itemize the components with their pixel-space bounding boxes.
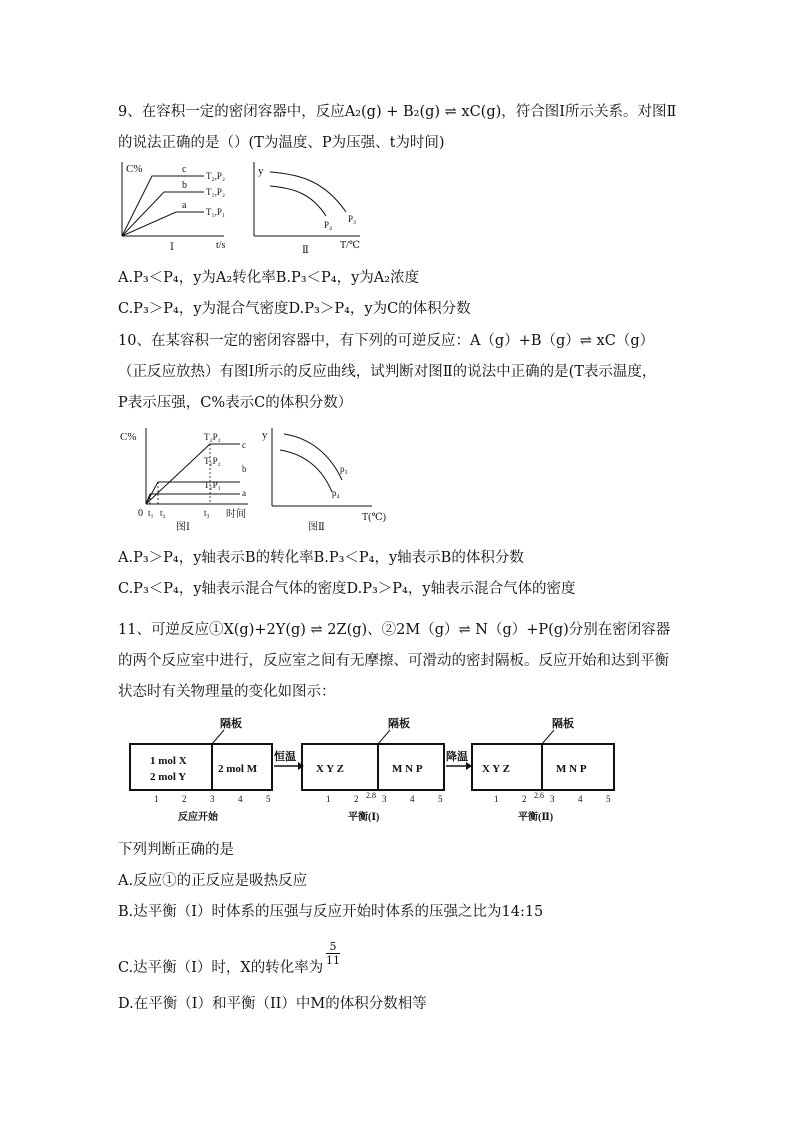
q11-box3-mnp: M N P <box>556 763 587 775</box>
q11-stem-line3: 状态时有关物理量的变化如图示： <box>118 684 336 700</box>
q9-curve-a-label: a <box>182 200 187 211</box>
q11-reaction-diagram <box>120 710 640 828</box>
q9-option-c: C.P₃＞P₄，y为混合气密度 <box>118 301 289 317</box>
q9-fig1-caption: Ⅰ <box>170 242 174 252</box>
q11-b3-tick-1: 1 <box>494 794 499 804</box>
q10-curve-a-cond: T₁P₁ <box>204 480 221 490</box>
q11-b1-tick-3: 3 <box>210 794 215 804</box>
q10-fig1-xlabel: 时间 <box>226 509 246 520</box>
q10-tick-t2: t₂ <box>160 508 166 518</box>
q11-b2-tick-4: 4 <box>410 794 415 804</box>
q9-option-d: D.P₃＞P₄，y为C的体积分数 <box>288 301 471 317</box>
q11-partition-label-2: 隔板 <box>388 718 410 730</box>
q10-fig2-xlabel: T(℃) <box>362 512 386 523</box>
q9-curve-a <box>122 212 204 236</box>
q11-caption-start: 反应开始 <box>178 812 218 823</box>
q11-caption-eq1: 平衡(Ⅰ) <box>348 812 380 823</box>
q9-figure-2 <box>248 160 368 255</box>
q11-partition-label-3: 隔板 <box>552 718 574 730</box>
q10-curve-p4 <box>280 450 332 492</box>
q9-curve-c <box>122 176 204 236</box>
q11-arrow-2-label: 降温 <box>446 751 468 763</box>
q11-box3-xyz: X Y Z <box>482 763 510 775</box>
q10-fig1-ylabel: C% <box>120 431 137 443</box>
q9-figure-1 <box>112 160 232 252</box>
q11-b1-tick-2: 2 <box>182 794 187 804</box>
q11-stem-line2: 的两个反应室中进行，反应室之间有无摩擦、可滑动的密封隔板。反应开始和达到平衡 <box>118 653 669 669</box>
q9-fig2-xlabel: T/℃ <box>340 240 361 251</box>
q11-option-d: D.在平衡（I）和平衡（II）中M的体积分数相等 <box>118 996 427 1012</box>
q11-b2-mark: 2.8 <box>366 791 376 800</box>
q10-fig1-caption: 图Ⅰ <box>176 522 190 533</box>
q11-b3-tick-5: 5 <box>606 794 611 804</box>
q10-curve-b-label: b <box>242 464 247 474</box>
q10-options-row2 <box>118 579 576 599</box>
q9-fig1-xlabel: t/s <box>216 240 226 251</box>
q9-curve-b-label: b <box>182 180 187 191</box>
q11-b2-tick-1: 1 <box>326 794 331 804</box>
q9-fig2-ylabel: y <box>258 165 264 177</box>
q11-partition-pointer-2 <box>378 730 390 744</box>
q11-option-c: C.达平衡（I）时，X的转化率为 <box>118 960 324 976</box>
q10-fig2-p3-label: p₃ <box>340 464 348 474</box>
q9-curve-a-cond: T₁,P₁ <box>206 207 226 217</box>
q11-b2-tick-5: 5 <box>438 794 443 804</box>
q10-tick-t3: t₃ <box>204 508 210 518</box>
q9-curve-p3 <box>270 172 346 212</box>
q10-stem-line2: （正反应放热）有图Ⅰ所示的反应曲线，试判断对图Ⅱ的说法中正确的是(T表示温度， <box>118 364 657 380</box>
q11-fraction <box>326 940 340 967</box>
q10-curve-p3 <box>284 434 342 480</box>
q11-box2-mnp: M N P <box>392 763 423 775</box>
q11-box1-y: 2 mol Y <box>150 771 187 783</box>
q10-figure-1 <box>118 424 258 534</box>
q9-curve-c-label: c <box>182 164 187 175</box>
q10-curve-c-cond: T₂P₂ <box>204 432 221 442</box>
q10-curve-a-label: a <box>242 488 246 498</box>
q9-fig2-caption: Ⅱ <box>302 245 309 255</box>
q9-stem-line2: 的说法正确的是（）(T为温度、P为压强、t为时间) <box>118 135 445 151</box>
q11-prompt: 下列判断正确的是 <box>118 842 234 858</box>
q9-options-row2 <box>118 299 471 319</box>
q9-fig1-ylabel: C% <box>126 163 143 175</box>
q10-stem-line3: P表示压强，C%表示C的体积分数） <box>118 395 353 411</box>
q11-option-b: B.达平衡（I）时体系的压强与反应开始时体系的压强之比为14:15 <box>118 904 544 920</box>
q10-tick-t1: t₁ <box>148 508 154 518</box>
q9-curve-b-cond: T₁,P₂ <box>206 187 226 197</box>
q10-fig2-ylabel: y <box>262 429 268 441</box>
q9-option-a: A.P₃＜P₄，y为A₂转化率 <box>118 270 276 286</box>
q11-b1-tick-5: 5 <box>266 794 271 804</box>
q11-partition-pointer-1 <box>212 730 224 744</box>
q11-b3-tick-2: 2 <box>522 794 527 804</box>
q10-curve-b-flat <box>146 482 240 504</box>
q11-box1-x: 1 mol X <box>150 755 187 767</box>
q10-options-row1 <box>118 548 524 568</box>
q11-fraction-numerator: 5 <box>329 940 337 953</box>
q11-partition-pointer-3 <box>542 730 554 744</box>
q10-fig2-p4-label: p₄ <box>332 488 340 498</box>
q10-option-c: C.P₃＜P₄，y轴表示混合气体的密度 <box>118 581 347 597</box>
q11-box2-xyz: X Y Z <box>316 763 344 775</box>
q11-b3-tick-3: 3 <box>550 794 555 804</box>
q10-figure-2 <box>260 424 390 534</box>
q11-b3-tick-4: 4 <box>578 794 583 804</box>
q9-curve-b <box>122 192 204 236</box>
q11-b1-tick-4: 4 <box>238 794 243 804</box>
q9-curve-p4 <box>270 186 326 216</box>
q11-arrow-1-label: 恒温 <box>274 751 296 763</box>
q10-stem-line1: 10、在某容积一定的密闭容器中，有下列的可逆反应：A（g）+B（g）⇌ xC（g） <box>118 333 655 349</box>
q10-option-a: A.P₃＞P₄，y轴表示B的转化率 <box>118 550 314 566</box>
q10-curve-c-label: c <box>242 440 246 450</box>
q11-b2-tick-3: 3 <box>382 794 387 804</box>
q11-box1-m: 2 mol M <box>218 763 258 775</box>
q9-option-b: B.P₃＜P₄，y为A₂浓度 <box>275 270 420 286</box>
q10-curve-a <box>146 494 240 504</box>
q11-fraction-denominator: 11 <box>326 954 340 967</box>
q9-stem-line1: 9、在容积一定的密闭容器中，反应A₂(g) + B₂(g) ⇌ xC(g)，符合图Ⅰ所示关系。对图Ⅱ <box>118 104 677 120</box>
q10-curve-c <box>146 444 240 504</box>
q11-b3-mark: 2.6 <box>534 791 544 800</box>
q11-b2-tick-2: 2 <box>354 794 359 804</box>
q9-options-row1 <box>118 268 419 288</box>
q9-fig2-p4-label: P₄ <box>324 220 333 230</box>
q10-option-d: D.P₃＞P₄，y轴表示混合气体的密度 <box>346 581 576 597</box>
q10-option-b: B.P₃＜P₄，y轴表示B的体积分数 <box>313 550 524 566</box>
q10-fig1-origin: 0 <box>138 508 143 519</box>
q11-partition-label-1: 隔板 <box>220 718 242 730</box>
q10-curve-b-cond: T₁P₂ <box>204 456 221 466</box>
q9-curve-c-cond: T₂,P₂ <box>206 171 226 181</box>
q11-stem-line1: 11、可逆反应①X(g)+2Y(g) ⇌ 2Z(g)、②2M（g）⇌ N（g）+P(g)分别在密闭容器 <box>118 622 671 638</box>
q11-b1-tick-1: 1 <box>154 794 159 804</box>
q11-caption-eq2: 平衡(Ⅱ) <box>518 812 554 823</box>
q9-fig2-p3-label: P₃ <box>348 214 357 224</box>
q11-option-a: A.反应①的正反应是吸热反应 <box>118 873 308 889</box>
q10-fig2-caption: 图Ⅱ <box>308 522 325 533</box>
